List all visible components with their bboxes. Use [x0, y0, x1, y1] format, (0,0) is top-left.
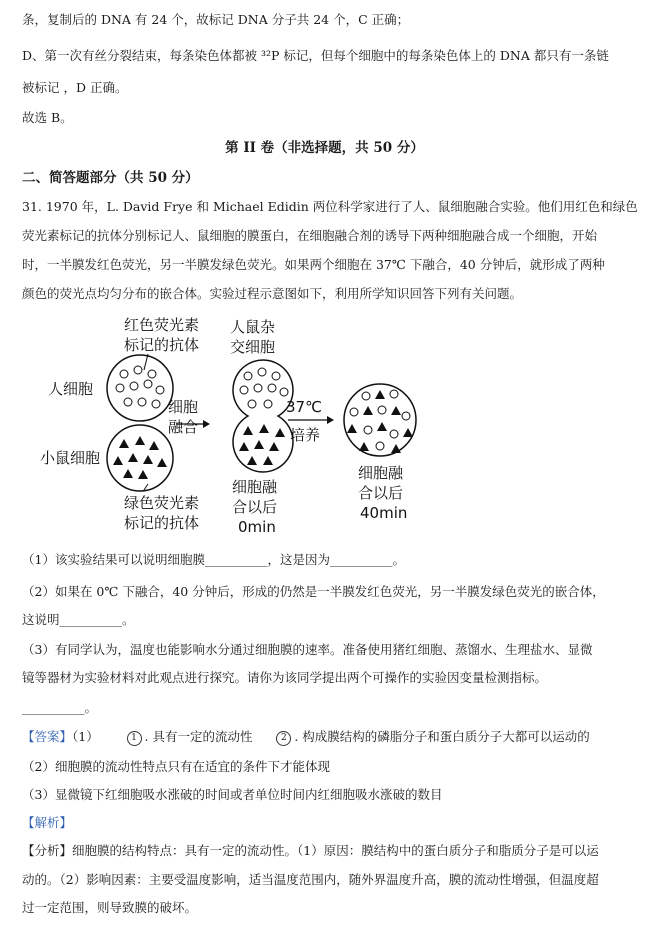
analysis-line: 动的。（2）影响因素：主要受温度影响，适当温度范围内，随外界温度升高，膜的流动性增强，但温度超 [22, 872, 599, 887]
fusion-label: 细胞 [168, 398, 199, 416]
mouse-cell-label: 小鼠细胞 [40, 449, 101, 467]
answer-prefix: （1） [72, 729, 99, 744]
red-fluorescent-dots [116, 366, 164, 408]
time-forty-label: 合以后 [358, 484, 404, 502]
question-line: 荧光素标记的抗体分别标记人、鼠细胞的膜蛋白，在细胞融合剂的诱导下两种细胞融合成一个细胞，开始 [22, 228, 598, 243]
question-line: 时，一半膜发红色荧光，另一半膜发绿色荧光。如果两个细胞在 37℃ 下融合，40 分钟后，就形成了两种 [22, 257, 605, 272]
answer-line: （2）细胞膜的流动性特点只有在适宜的条件下才能体现 [22, 759, 330, 774]
sub-question: __________。 [22, 700, 98, 715]
time-forty-label: 细胞融 [358, 464, 404, 482]
human-cell-label: 人细胞 [48, 380, 94, 398]
time-forty-label: 40min [360, 504, 408, 522]
text-line: 故选 B。 [22, 110, 73, 125]
text-line: 被标记 ，D 正确。 [22, 80, 128, 95]
circled-number: 1 [127, 731, 142, 746]
fusion-label: 融合 [168, 418, 199, 436]
time-zero-label: 细胞融 [232, 478, 278, 496]
analysis-line: 【分析】细胞膜的结构特点：具有一定的流动性。（1）原因：膜结构中的蛋白质分子和脂质分子是可以运 [22, 843, 599, 858]
time-zero-label: 合以后 [232, 498, 278, 516]
temperature-label: 37℃ [286, 398, 322, 416]
culture-arrowhead [327, 416, 334, 424]
hybrid-red-dots [240, 368, 288, 408]
answer-tag: 【答案】 [22, 729, 73, 744]
question-line: 31. 1970 年，L. David Frye 和 Michael Edidin 两位科学家进行了人、鼠细胞融合实验。他们用红色和绿色 [22, 199, 638, 214]
hybrid-label: 人鼠杂 [230, 318, 276, 336]
circled-number: 2 [276, 731, 291, 746]
section-title: 第 II 卷（非选择题，共 50 分） [225, 140, 424, 156]
pointer-line [144, 484, 148, 490]
answer-part: . 构成膜结构的磷脂分子和蛋白质分子大都可以运动的 [294, 729, 590, 744]
answer-part: . 具有一定的流动性 [144, 729, 253, 744]
green-antibody-label: 标记的抗体 [124, 514, 200, 532]
answer-line [22, 729, 633, 746]
analysis-tag: 【解析】 [22, 815, 73, 830]
time-zero-label: 0min [238, 518, 276, 536]
fusion-arrowhead [203, 420, 210, 428]
red-antibody-label: 标记的抗体 [124, 336, 200, 354]
hybrid-green-dots [239, 424, 285, 465]
chimera-green-dots [347, 390, 413, 453]
sub-question: （2）如果在 0℃ 下融合，40 分钟后，形成的仍然是一半膜发红色荧光，另一半膜发绿色荧光的嵌合体， [22, 584, 605, 599]
red-antibody-label: 红色荧光素 [124, 316, 200, 334]
sub-question: 这说明__________。 [22, 612, 135, 627]
question-line: 颜色的荧光点均匀分布的嵌合体。实验过程示意图如下，利用所学知识回答下列有关问题。 [22, 286, 523, 301]
text-line: D、第一次有丝分裂结束，每条染色体都被 ³²P 标记，但每个细胞中的每条染色体上的 DNA 都只有一条链 [22, 48, 609, 63]
analysis-line: 过一定范围，则导致膜的破坏。 [22, 900, 198, 915]
culture-label: 培养 [290, 426, 321, 444]
hybrid-label: 交细胞 [230, 338, 276, 356]
hybrid-cell [233, 360, 293, 472]
answer-line: （3）显微镜下红细胞吸水涨破的时间或者单位时间内红细胞吸水涨破的数目 [22, 787, 443, 802]
sub-question: 镜等器材为实验材料对此观点进行探究。请你为该同学提出两个可操作的实验因变量检测指标。 [22, 670, 548, 685]
sub-question: （3）有同学认为，温度也能影响水分通过细胞膜的速率。准备使用猪红细胞、蒸馏水、生理盐水、显微 [22, 642, 593, 657]
green-fluorescent-dots [113, 436, 167, 479]
green-antibody-label: 绿色荧光素 [124, 494, 200, 512]
experiment-diagram [40, 308, 440, 538]
text-line: 条，复制后的 DNA 有 24 个，故标记 DNA 分子共 24 个，C 正确； [22, 12, 410, 27]
sub-question: （1）该实验结果可以说明细胞膜__________，这是因为__________。 [22, 552, 405, 567]
part-title: 二、简答题部分（共 50 分） [22, 170, 199, 186]
